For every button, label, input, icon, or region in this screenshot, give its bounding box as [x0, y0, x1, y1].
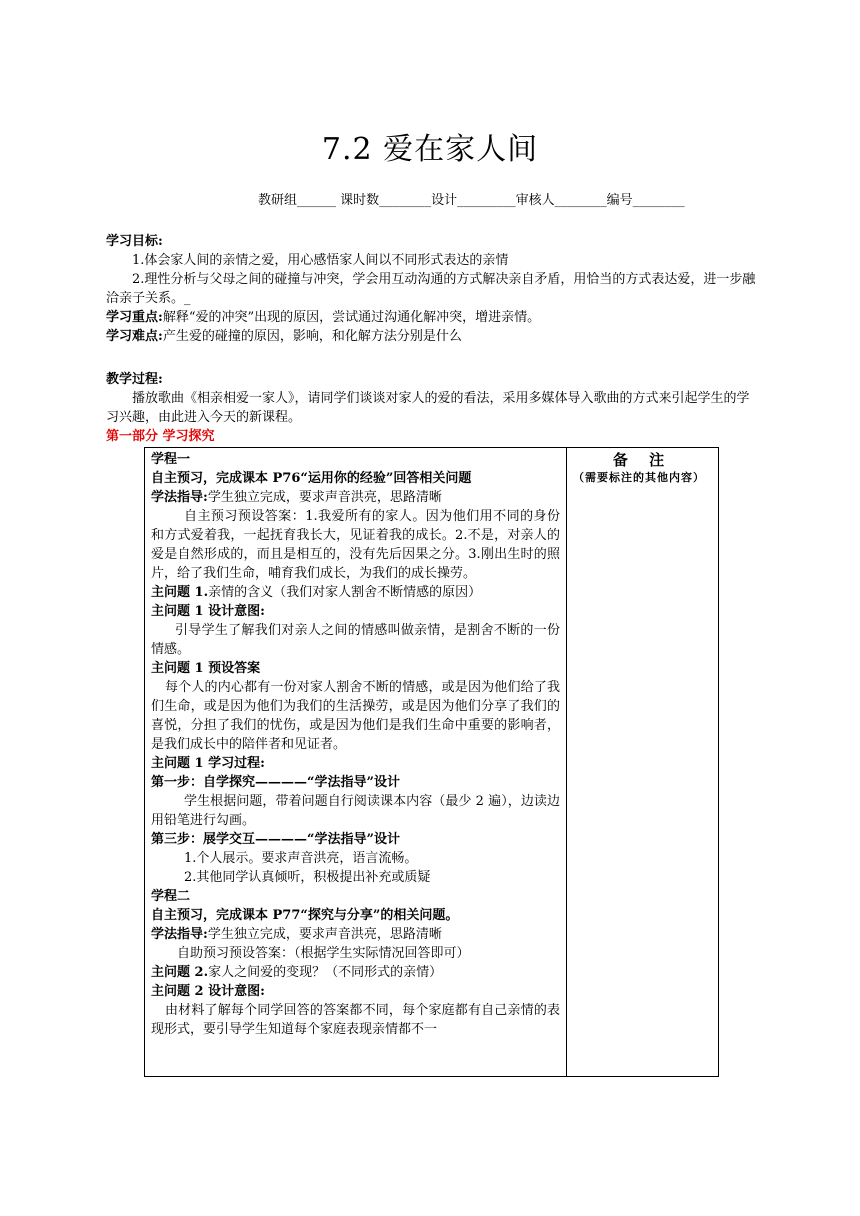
note-cell: [567, 448, 719, 1077]
step1-label: 第一步：自学探究————“学法指导”设计: [151, 775, 400, 790]
section2-title: 学程二: [151, 889, 191, 904]
question1-answer-text: 每个人的内心都有一份对家人割舍不断的情感，或是因为他们给了我们生命，或是因为他们为我们的生活操劳，或是因为他们分享了我们的喜悦，分担了我们的忧伤，或是因为他们是我们生命中重要的影响者，是我们成长中的陪伴者和见证者。: [151, 680, 560, 752]
document-title: 7.2 爱在家人间: [321, 132, 539, 167]
question1-label: 主问题 1.: [151, 585, 209, 600]
process-intro: 播放歌曲《相亲相爱一家人》，请同学们谈谈对家人的爱的看法，采用多媒体导入歌曲的方式来引起学生的学习兴趣，由此进入今天的新课程。: [106, 391, 750, 425]
objective-item-1: 1.体会家人间的亲情之爱，用心感悟家人间以不同形式表达的亲情: [132, 253, 509, 268]
objectives-heading: 学习目标:: [106, 234, 163, 249]
question1: [151, 583, 560, 602]
section1-task: 自主预习，完成课本 P76“运用你的经验”回答相关问题: [151, 471, 472, 486]
question2: [151, 963, 560, 982]
process-heading: 教学过程:: [106, 372, 163, 387]
difficulty-text: 产生爱的碰撞的原因，影响，和化解方法分别是什么: [162, 329, 462, 344]
section2-method-text: 学生独立完成，要求声音洪亮，思路清晰: [207, 927, 442, 942]
section2-method-label: 学法指导:: [151, 927, 208, 942]
step3-label: 第三步：展学交互————“学法指导”设计: [151, 832, 400, 847]
question1-answer-label: 主问题 1 预设答案: [151, 661, 261, 676]
note-subtitle: （需要标注的其他内容）: [573, 471, 705, 484]
learning-objectives: [106, 232, 756, 346]
question2-text: 家人之间爱的变现？（不同形式的亲情）: [208, 965, 443, 980]
difficulty-label: 学习难点:: [106, 329, 163, 344]
question2-design-label: 主问题 2 设计意图:: [151, 984, 265, 999]
study-table: [144, 447, 719, 1077]
section1-method-text: 学生独立完成，要求声音洪亮，思路清晰: [207, 490, 442, 505]
learning-focus: [106, 308, 756, 327]
section1-method: [151, 488, 560, 507]
section2-answer: 自助预习预设答案：（根据学生实际情况回答即可）: [177, 946, 470, 961]
question1-design-label: 主问题 1 设计意图:: [151, 604, 265, 619]
section1-title: 学程一: [151, 452, 191, 467]
part1-heading: 第一部分 学习探究: [106, 429, 215, 444]
objective-item-2: 2.理性分析与父母之间的碰撞与冲突，学会用互动沟通的方式解决亲自矛盾，用恰当的方式表达爱，进一步融洽亲子关系。_: [106, 272, 756, 306]
section2-method: [151, 925, 560, 944]
question2-label: 主问题 2.: [151, 965, 209, 980]
document-meta-line: 教研组______ 课时数________设计_________审核人________编号________: [258, 193, 685, 208]
question1-text: 亲情的含义（我们对家人割舍不断情感的原因）: [208, 585, 482, 600]
section1-method-label: 学法指导:: [151, 490, 208, 505]
step1-text: 学生根据问题，带着问题自行阅读课本内容（最少 2 遍），边读边用铅笔进行勾画。: [151, 794, 560, 828]
teaching-process: [106, 370, 756, 446]
section1-answer: 自主预习预设答案：1.我爱所有的家人。因为他们用不同的身份和方式爱着我，一起抚育我长大，见证着我的成长。2.不是，对亲人的爱是自然形成的，而且是相互的，没有先后因果之分。3.刚出生时的照片，给了我们生命，哺育我们成长，为我们的成长操劳。: [151, 509, 560, 581]
section2-task: 自主预习，完成课本 P77“探究与分享”的相关问题。: [151, 908, 459, 923]
question1-process-label: 主问题 1 学习过程:: [151, 756, 265, 771]
question2-design-text: 由材料了解每个同学回答的答案都不同，每个家庭都有自己亲情的表现形式，要引导学生知道每个家庭表现亲情都不一: [151, 1003, 560, 1037]
focus-label: 学习重点:: [106, 310, 163, 325]
question1-design-text: 引导学生了解我们对亲人之间的情感叫做亲情，是割舍不断的一份情感。: [151, 623, 560, 657]
step3-item-2: 2.其他同学认真倾听，积极提出补充或质疑: [184, 870, 431, 885]
learning-difficulty: [106, 327, 756, 346]
note-title: 备 注: [612, 451, 673, 469]
step3-item-1: 1.个人展示。要求声音洪亮，语言流畅。: [184, 851, 418, 866]
focus-text: 解释“爱的冲突”出现的原因，尝试通过沟通化解冲突，增进亲情。: [162, 310, 541, 325]
main-content-cell: [145, 448, 567, 1077]
